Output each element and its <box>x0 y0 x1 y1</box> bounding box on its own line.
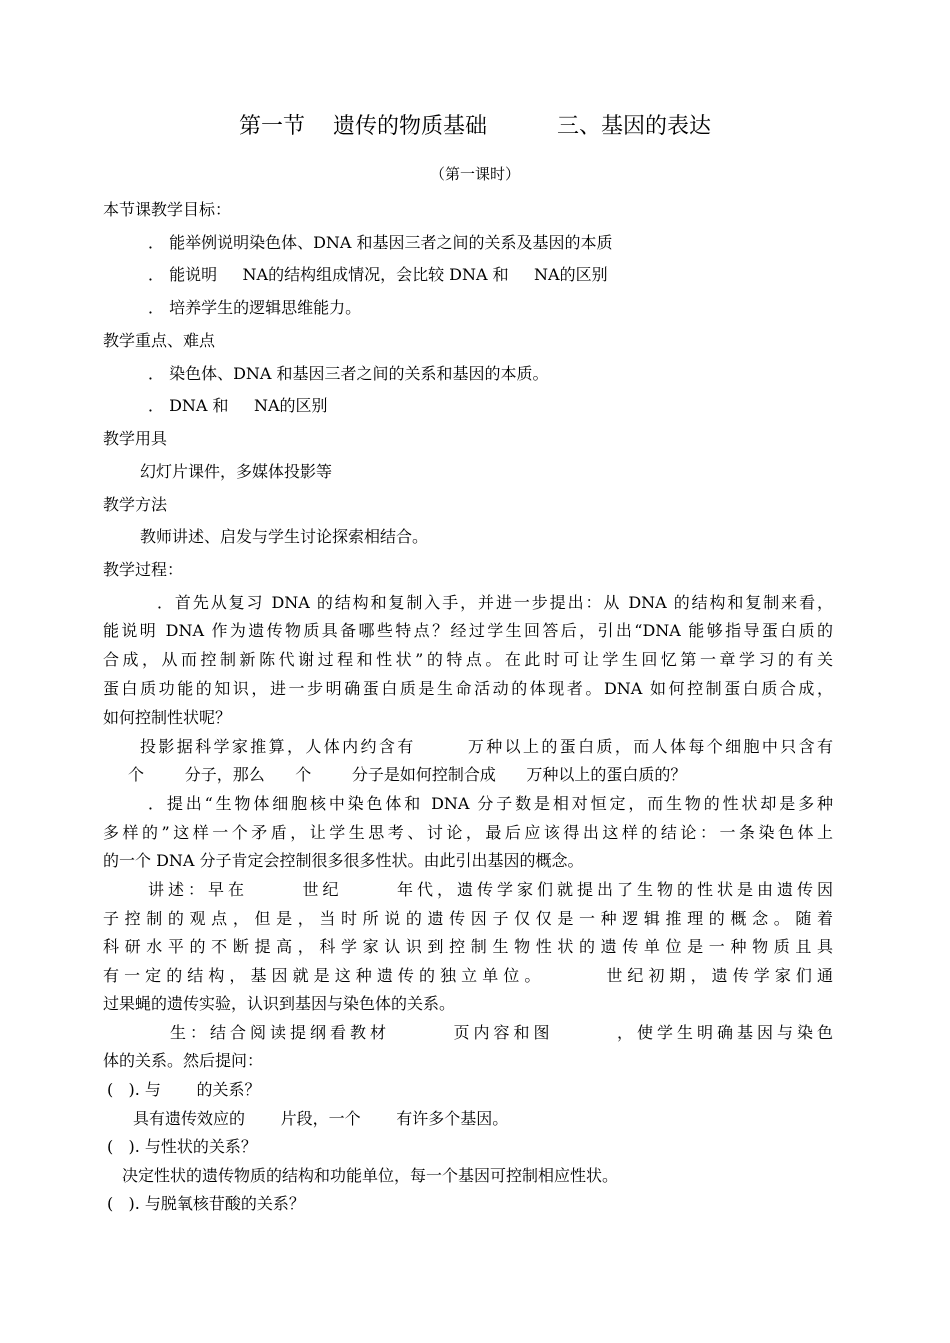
paragraph-line: 个 分子，那么 个 分子是如何控制合成 万种以上的蛋白质的？ <box>128 765 687 784</box>
paragraph-line: 过果蝇的遗传实验，认识到基因与染色体的关系。 <box>103 994 456 1013</box>
paragraph-line: 有一定的结构，基因就是这种遗传的独立单位。 世纪初期，遗传学家们通 <box>103 966 833 985</box>
process-heading: 教学过程： <box>103 560 184 579</box>
objective-item: ． 培养学生的逻辑思维能力。 <box>148 298 362 317</box>
objective-item: ． 能举例说明染色体、DNA 和基因三者之间的关系及基因的本质 <box>148 233 613 252</box>
key-point-item: ． DNA 和 NA的区别 <box>148 396 328 415</box>
paragraph-line: 蛋白质功能的知识，进一步明确蛋白质是生命活动的体现者。DNA 如何控制蛋白质合成， <box>103 679 833 698</box>
page-title: 第一节 遗传的物质基础 三、基因的表达 <box>239 114 711 139</box>
method-text: 教师讲述、启发与学生讨论探索相结合。 <box>140 527 429 546</box>
paragraph-line: 科研水平的不断提高，科学家认识到控制生物性状的遗传单位是一种物质且具 <box>103 937 833 956</box>
question-line: ( ). 与性状的关系？ <box>107 1137 257 1156</box>
paragraph-line: 合成，从而控制新陈代谢过程和性状”的特点。在此时可让学生回忆第一章学习的有关 <box>103 650 833 669</box>
paragraph-line: ．提出“生物体细胞核中染色体和 DNA 分子数是相对恒定，而生物的性状却是多种 <box>148 794 833 813</box>
key-points-heading: 教学重点、难点 <box>103 331 216 350</box>
paragraph-line: 多样的”这样一个矛盾，让学生思考、讨论，最后应该得出这样的结论：一条染色体上 <box>103 823 833 842</box>
paragraph-line: 的一个 DNA 分子肯定会控制很多很多性状。由此引出基因的概念。 <box>103 851 584 870</box>
objective-item: ． 能说明 NA的结构组成情况，会比较 DNA 和 NA的区别 <box>148 265 608 284</box>
paragraph-line: 子控制的观点，但是，当时所说的遗传因子仅仅是一种逻辑推理的概念。随着 <box>103 909 833 928</box>
answer-line: 具有遗传效应的 片段，一个 有许多个基因。 <box>133 1109 509 1128</box>
tools-heading: 教学用具 <box>103 429 168 448</box>
answer-line: 决定性状的遗传物质的结构和功能单位，每一个基因可控制相应性状。 <box>122 1166 619 1185</box>
paragraph-line: 体的关系。然后提问： <box>103 1051 264 1070</box>
question-line: ( ). 与 的关系？ <box>107 1080 261 1099</box>
page-subtitle: （第一课时） <box>429 165 520 183</box>
paragraph-line: ．首先从复习 DNA 的结构和复制入手，并进一步提出：从 DNA 的结构和复制来看， <box>157 593 833 612</box>
paragraph-line: 如何控制性状呢？ <box>103 708 232 727</box>
paragraph-line: 生：结合阅读提纲看教材 页内容和图 ，使学生明确基因与染色 <box>170 1023 833 1042</box>
objectives-heading: 本节课教学目标： <box>103 200 232 219</box>
key-point-item: ． 染色体、DNA 和基因三者之间的关系和基因的本质。 <box>148 364 549 383</box>
question-line: ( ). 与脱氧核苷酸的关系？ <box>107 1194 305 1213</box>
paragraph-line: 投影据科学家推算，人体内约含有 万种以上的蛋白质，而人体每个细胞中只含有 <box>140 737 833 756</box>
tools-text: 幻灯片课件，多媒体投影等 <box>140 462 333 481</box>
method-heading: 教学方法 <box>103 495 168 514</box>
paragraph-line: 讲述：早在 世纪 年代，遗传学家们就提出了生物的性状是由遗传因 <box>148 880 833 899</box>
paragraph-line: 能说明 DNA 作为遗传物质具备哪些特点？经过学生回答后，引出“DNA 能够指导蛋白质的 <box>103 621 833 640</box>
